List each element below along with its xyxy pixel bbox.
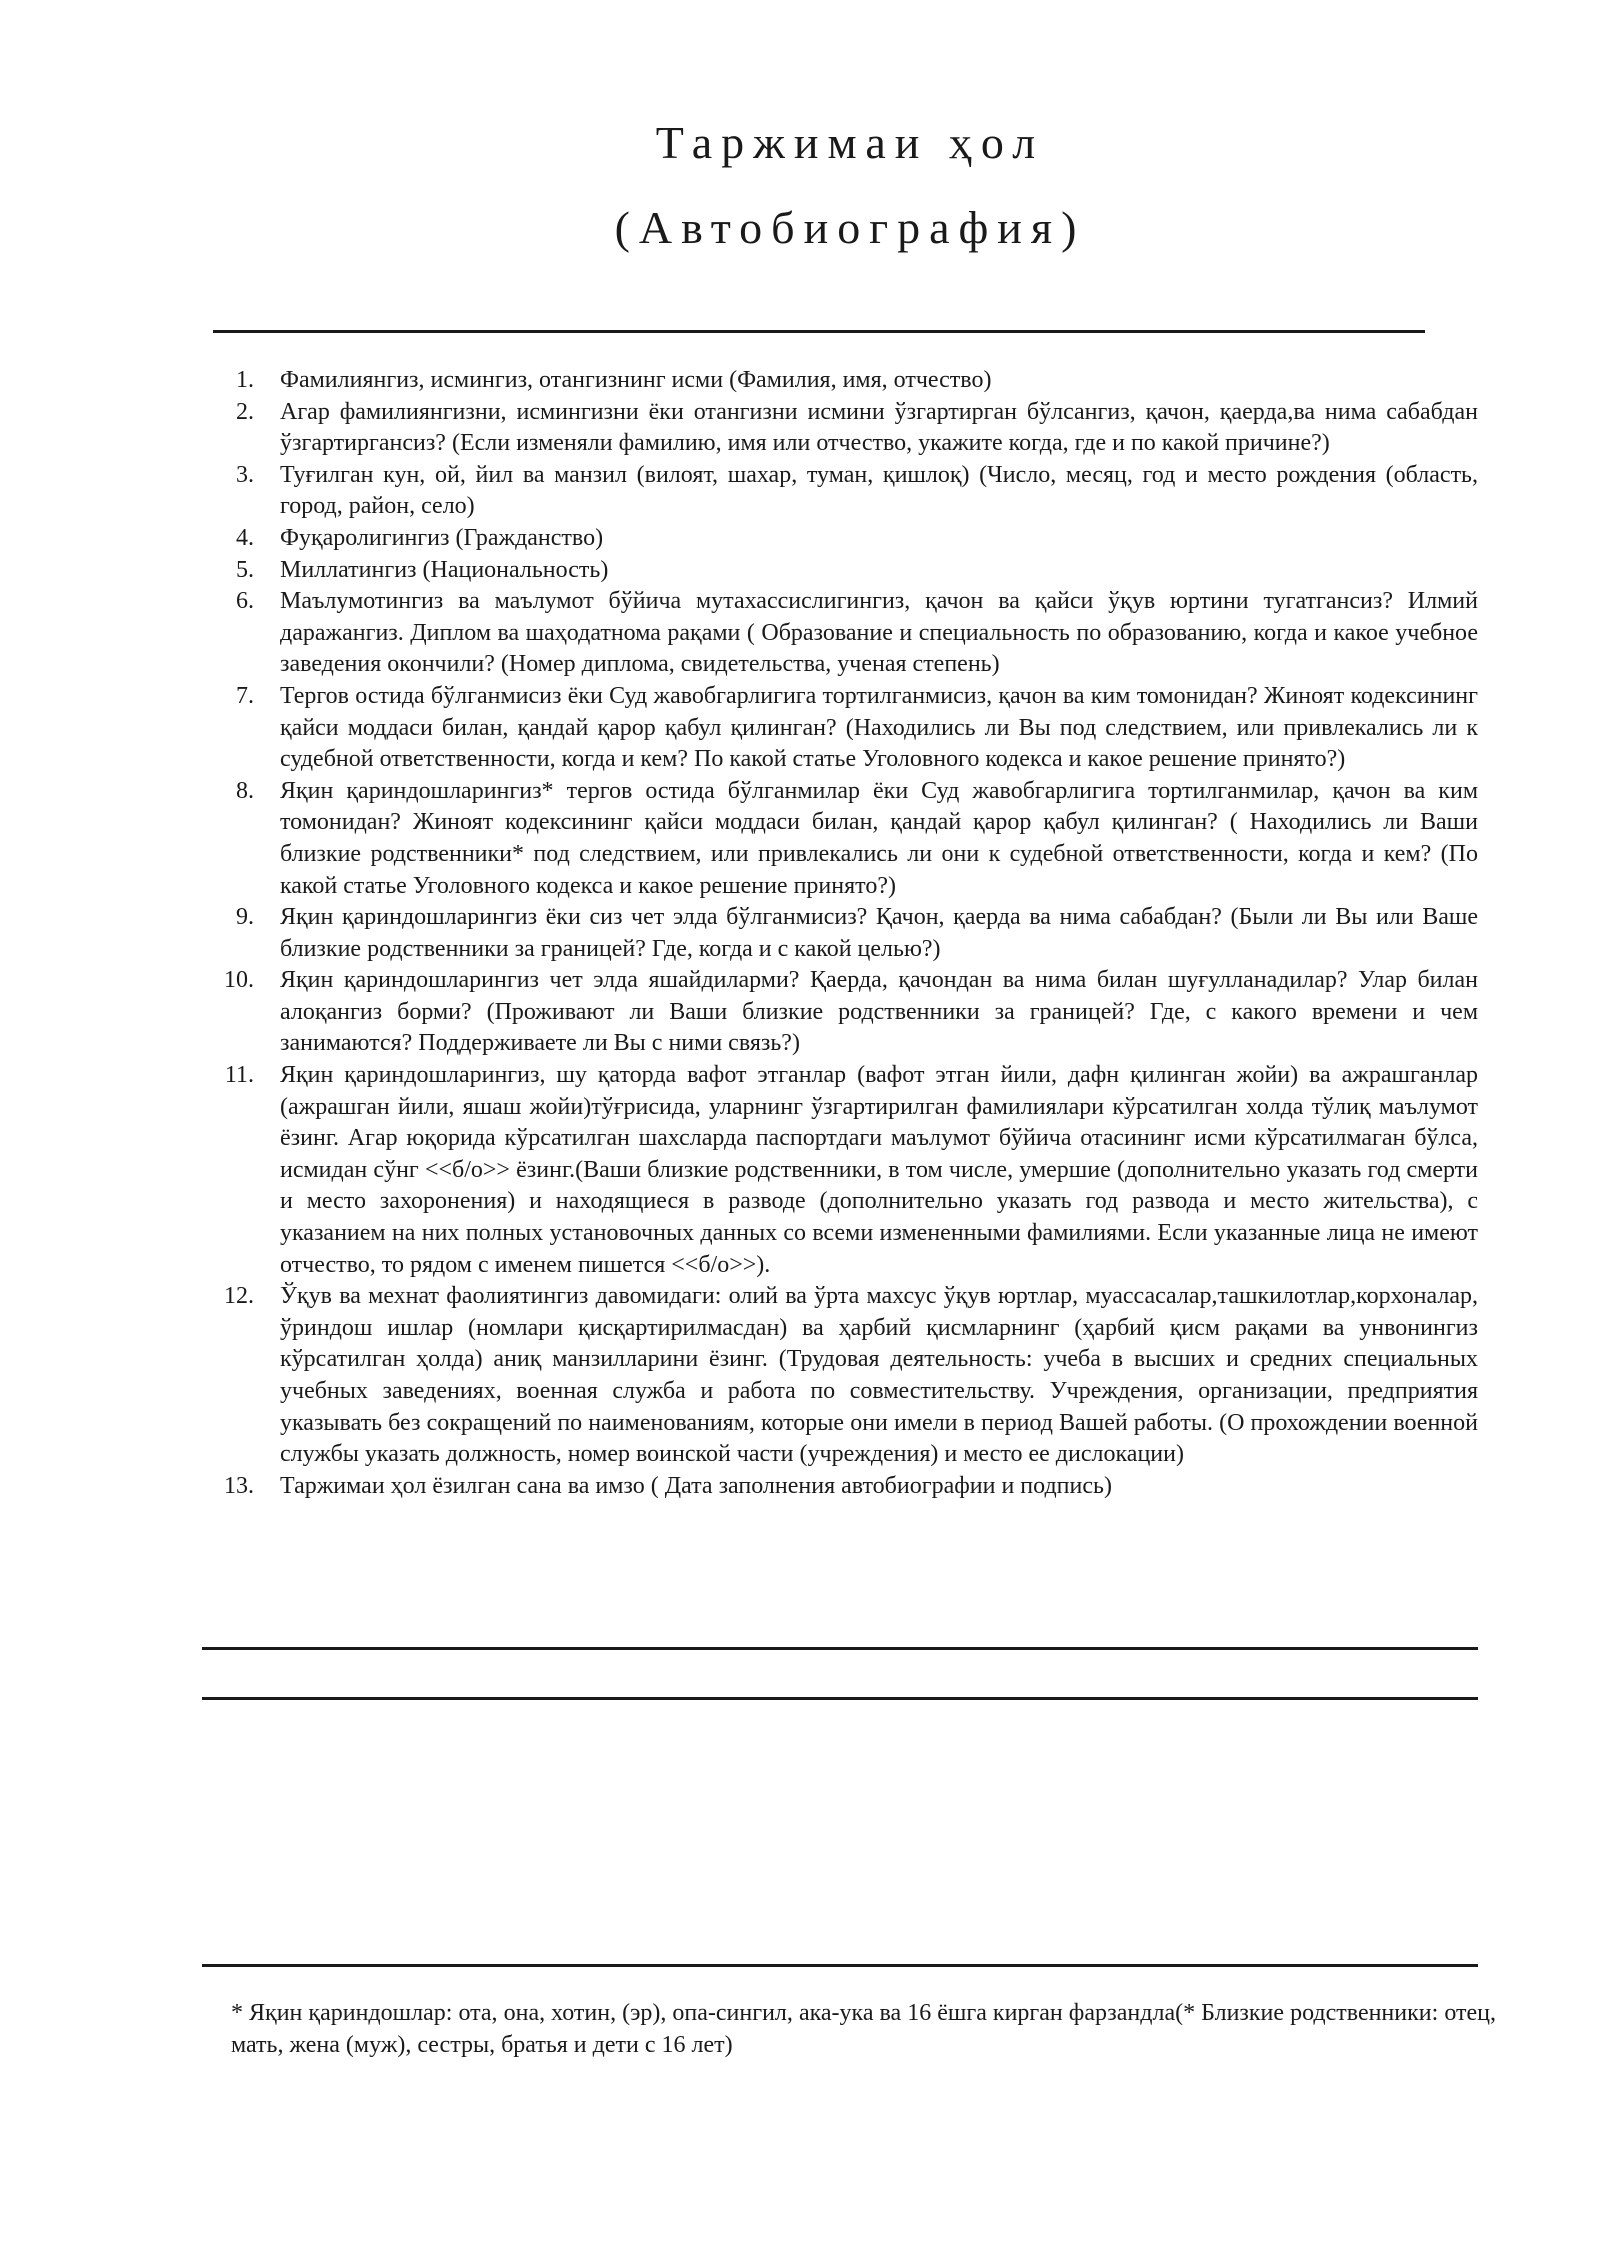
list-item (202, 1060, 1478, 1281)
footnote-divider (202, 1964, 1478, 1967)
item-number: 4. (236, 524, 254, 551)
item-number: 9. (236, 904, 254, 931)
item-number: 10. (224, 967, 254, 994)
list-item (202, 1281, 1478, 1471)
list-item (202, 1471, 1478, 1503)
list-item (202, 523, 1478, 555)
item-text: Туғилган кун, ой, йил ва манзил (вилоят, шахар, туман, қишлоқ) (Число, месяц, год и место рождения (область, город, район, село) (280, 461, 1478, 520)
list-item (202, 555, 1478, 587)
list-item (202, 365, 1478, 397)
item-number: 6. (236, 588, 254, 615)
item-number: 1. (236, 367, 254, 393)
item-text: Агар фамилиянгизни, исмингизни ёки отангизни исмини ўзгартирган бўлсангиз, қачон, қаерда,ва нима сабабдан ўзгартиргансиз? (Если изменяли фамилию, имя или отчество, укажите когда, где и по какой причине?) (280, 398, 1478, 457)
question-list (202, 365, 1478, 1502)
item-text: Фамилиянгиз, исмингиз, отангизнинг исми (Фамилия, имя, отчество) (280, 367, 992, 393)
list-item (202, 776, 1478, 902)
item-text: Тергов остида бўлганмисиз ёки Суд жавобгарлигига тортилганмисиз, қачон ва ким томонидан? Жиноят кодексининг қайси моддаси билан, қандай қарор қабул қилинган? (Находились ли Вы под следствием, или привлекались ли к судебной ответственности, когда и кем? По какой статье Уголовного кодекса и какое решение принято?) (280, 682, 1478, 773)
document-title: Таржимаи ҳол (655, 117, 1045, 168)
item-text: Яқин қариндошларингиз ёки сиз чет элда бўлганмисиз? Қачон, қаерда ва нима сабабдан? (Были ли Вы или Ваше близкие родственники за границей? Где, когда и с какой целью?) (280, 904, 1478, 962)
item-text: Фуқаролигингиз (Гражданство) (280, 524, 604, 551)
item-text: Яқин қариндошларингиз чет элда яшайдиларми? Қаерда, қачондан ва нима билан шуғулланадилар? Улар билан алоқангиз борми? (Проживают ли Ваши близкие родственники за границей? Где, с какого времени и чем занимаются? Поддерживаете ли Вы с ними связь?) (280, 967, 1478, 1057)
item-number: 11. (224, 1062, 254, 1089)
item-text: Таржимаи ҳол ёзилган сана ва имзо ( Дата заполнения автобиографии и подпись) (280, 1472, 1112, 1499)
item-number: 2. (236, 398, 254, 425)
footnote: * Яқин қариндошлар: ота, она, хотин, (эр), опа-сингил, ака-ука ва 16 ёшга кирган фарзандла(* Близкие родственники: отец, мать, жена (муж), сестры, братья и дети с 16 лет) (231, 2000, 1496, 2058)
item-number: 13. (224, 1472, 254, 1499)
item-number: 5. (236, 556, 254, 583)
signature-line-2 (202, 1697, 1478, 1700)
signature-line-1 (202, 1647, 1478, 1650)
item-text: Маълумотингиз ва маълумот бўйича мутахассислигингиз, қачон ва қайси ўқув юртини тугатгансиз? Илмий даражангиз. Диплом ва шаҳодатнома рақами ( Образование и специальность по образованию, когда и какое учебное заведения окончили? (Номер диплома, свидетельства, ученая степень) (280, 588, 1478, 678)
document-subtitle: (Автобиография) (614, 202, 1086, 253)
list-item (202, 586, 1478, 681)
list-item (202, 902, 1478, 965)
item-text: Яқин қариндошларингиз* тергов остида бўлганмилар ёки Суд жавобгарлигига тортилганмилар, қачон ва ким томонидан? Жиноят кодексининг қайси моддаси билан, қандай қарор қабул қилинган? ( Находились ли Ваши близкие родственники* под следствием, или привлекались ли они к судебной ответственности, когда и кем? (По какой статье Уголовного кодекса и какое решение принято?) (280, 777, 1478, 899)
item-number: 8. (236, 777, 254, 804)
item-number: 7. (236, 682, 254, 709)
list-item (202, 965, 1478, 1060)
item-text: Миллатингиз (Национальность) (280, 556, 609, 583)
item-number: 3. (236, 461, 254, 488)
title-divider (213, 330, 1425, 333)
list-item (202, 397, 1478, 460)
item-text: Яқин қариндошларингиз, шу қаторда вафот этганлар (вафот этган йили, дафн қилинган жойи) ва ажрашганлар (ажрашган йили, яшаш жойи)тўғрисида, уларнинг ўзгартирилган фамилиялари кўрсатилган холда тўлиқ маълумот ёзинг. Агар юқорида кўрсатилган шахсларда паспортдаги маълумот бўйича отасининг исми кўрсатилмаган бўлса, исмидан сўнг <<б/о>> ёзинг.(Ваши близкие родственники, в том числе, умершие (дополнительно указать год смерти и место захоронения) и находящиеся в разводе (дополнительно указать год развода и место жительства), с указанием на них полных установочных данных со всеми измененными фамилиями. Если указанные лица не имеют отчество, то рядом с именем пишется <<б/о>>). (280, 1062, 1478, 1278)
item-text: Ўқув ва мехнат фаолиятингиз давомидаги: олий ва ўрта махсус ўқув юртлар, муассасалар,ташкилотлар,корхоналар, ўриндош ишлар (номлари қисқартирилмасдан) ва ҳарбий қисмларнинг (ҳарбий қисм рақами ва унвонингиз кўрсатилган ҳолда) аниқ манзилларини ёзинг. (Трудовая деятельность: учеба в высших и средних специальных учебных заведениях, военная служба и работа по совместительству. Учреждения, организации, предприятия указывать без сокращений по наименованиям, которые они имели в период Вашей работы. (О прохождении военной службы указать должность, номер воинской части (учреждения) и место ее дислокации) (280, 1283, 1478, 1468)
item-number: 12. (224, 1283, 254, 1310)
list-item (202, 460, 1478, 523)
list-item (202, 681, 1478, 776)
